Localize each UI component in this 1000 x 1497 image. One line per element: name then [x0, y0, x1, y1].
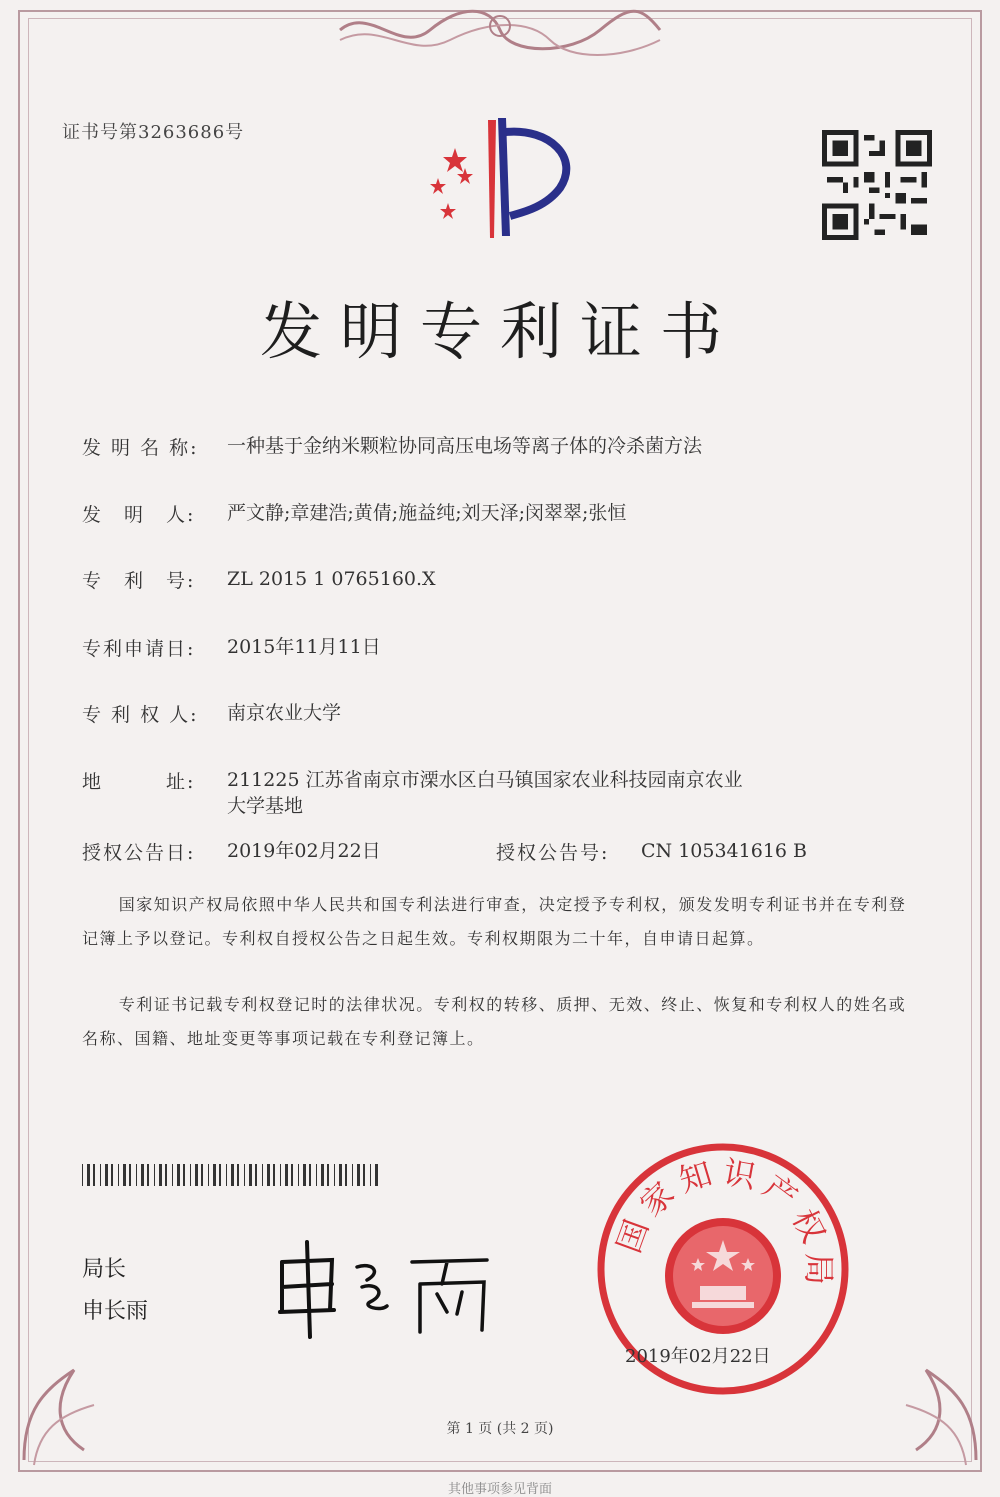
barcode-bar [298, 1164, 299, 1186]
barcode-bar [231, 1164, 234, 1186]
barcode-bar [280, 1164, 281, 1186]
field-label: 发 明 人: [82, 504, 196, 526]
barcode-bar [201, 1164, 203, 1186]
certificate-title: 发明专利证书 [259, 295, 740, 368]
barcode-bar [285, 1164, 288, 1186]
seal-character: 家 [632, 1174, 682, 1225]
barcode-bar [370, 1164, 371, 1186]
field-patent-number [82, 566, 436, 593]
barcode-bar [267, 1164, 270, 1186]
field-inventors [82, 500, 626, 527]
barcode-bar [100, 1164, 101, 1186]
seal-character: 知 [674, 1154, 717, 1200]
barcode-bar [327, 1164, 329, 1186]
barcode-bar [136, 1164, 137, 1186]
field-invention-name [82, 433, 702, 460]
barcode-bar [357, 1164, 360, 1186]
field-value: 211225 江苏省南京市溧水区白马镇国家农业科技园南京农业大学基地 [227, 769, 743, 817]
director-name: 申长雨 [82, 1299, 149, 1324]
barcode-bar [375, 1164, 378, 1186]
seal-character: 局 [800, 1252, 838, 1286]
field-label: 发 明 名 称: [82, 437, 199, 459]
barcode-bar [309, 1164, 311, 1186]
bottom-left-ornament [14, 1330, 104, 1470]
barcode-bar [93, 1164, 95, 1186]
field-label: 专利申请日: [82, 638, 196, 660]
barcode-bar [87, 1164, 90, 1186]
field-grant-date [82, 838, 381, 865]
page-number: 第 1 页 (共 2 页) [446, 1421, 554, 1437]
barcode-bar [352, 1164, 353, 1186]
barcode-bar [172, 1164, 173, 1186]
field-patentee [82, 700, 341, 727]
barcode-bar [165, 1164, 167, 1186]
barcode-bar [213, 1164, 216, 1186]
barcode-bar [129, 1164, 131, 1186]
barcode-bar [123, 1164, 126, 1186]
bottom-right-ornament [896, 1330, 986, 1470]
barcode-bar [363, 1164, 365, 1186]
seal-date: 2019年02月22日 [625, 1346, 771, 1367]
field-value: 2015年11月11日 [227, 636, 381, 658]
barcode-bar [195, 1164, 198, 1186]
field-label: 专 利 号: [82, 570, 196, 592]
legal-status-paragraph: 专利证书记载专利权登记时的法律状况。专利权的转移、质押、无效、终止、恢复和专利权人的姓名或名称、国籍、地址变更等事项记载在专利登记簿上。 [82, 995, 907, 1048]
field-address [82, 767, 757, 819]
barcode-bar [183, 1164, 185, 1186]
barcode-bar [159, 1164, 162, 1186]
barcode-bar [111, 1164, 113, 1186]
barcode-bar [237, 1164, 239, 1186]
barcode-bar [154, 1164, 155, 1186]
barcode-bar [118, 1164, 119, 1186]
barcode-bar [208, 1164, 209, 1186]
certificate-number: 证书号第3263686号 [62, 122, 245, 143]
barcode-bar [303, 1164, 306, 1186]
field-label: 授权公告日: [82, 842, 196, 864]
barcode-bar [177, 1164, 180, 1186]
field-value: 一种基于金纳米颗粒协同高压电场等离子体的冷杀菌方法 [227, 435, 703, 457]
barcode-bar [249, 1164, 252, 1186]
barcode-bar [339, 1164, 342, 1186]
field-grant-number [496, 838, 807, 865]
barcode-bar [226, 1164, 227, 1186]
field-label: 专 利 权 人: [82, 704, 199, 726]
seal-character: 产 [756, 1167, 805, 1217]
director-title: 局长 [82, 1257, 127, 1282]
field-value: 严文静;章建浩;黄倩;施益纯;刘天泽;闵翠翠;张恒 [227, 502, 627, 524]
barcode-bar [190, 1164, 191, 1186]
barcode [82, 1164, 382, 1186]
field-value: CN 105341616 B [641, 840, 807, 862]
field-value: 南京农业大学 [227, 702, 342, 724]
footer-note: 其他事项参见背面 [447, 1482, 552, 1497]
seal-character: 识 [720, 1153, 759, 1196]
field-label: 授权公告号: [496, 842, 610, 864]
barcode-bar [316, 1164, 317, 1186]
barcode-bar [219, 1164, 221, 1186]
qr-code [822, 130, 932, 240]
director-signature [262, 1232, 502, 1342]
barcode-bar [147, 1164, 149, 1186]
top-ornament [330, 0, 670, 60]
field-application-date [82, 634, 381, 661]
barcode-bar [321, 1164, 324, 1186]
barcode-bar [273, 1164, 275, 1186]
seal-character: 国 [609, 1214, 657, 1258]
barcode-bar [345, 1164, 347, 1186]
barcode-bar [244, 1164, 245, 1186]
grant-paragraph: 国家知识产权局依照中华人民共和国专利法进行审查，决定授予专利权，颁发发明专利证书并在专利登记簿上予以登记。专利权自授权公告之日起生效。专利权期限为二十年，自申请日起算。 [82, 895, 907, 948]
barcode-bar [262, 1164, 263, 1186]
barcode-bar [255, 1164, 257, 1186]
field-value: ZL 2015 1 0765160.X [227, 568, 436, 590]
patent-office-emblem [410, 108, 590, 248]
seal-character: 权 [784, 1203, 833, 1249]
barcode-bar [105, 1164, 108, 1186]
barcode-bar [334, 1164, 335, 1186]
barcode-bar [291, 1164, 293, 1186]
barcode-bar [82, 1164, 83, 1186]
field-value: 2019年02月22日 [227, 840, 381, 862]
field-label: 地 址: [82, 771, 196, 793]
barcode-bar [141, 1164, 144, 1186]
